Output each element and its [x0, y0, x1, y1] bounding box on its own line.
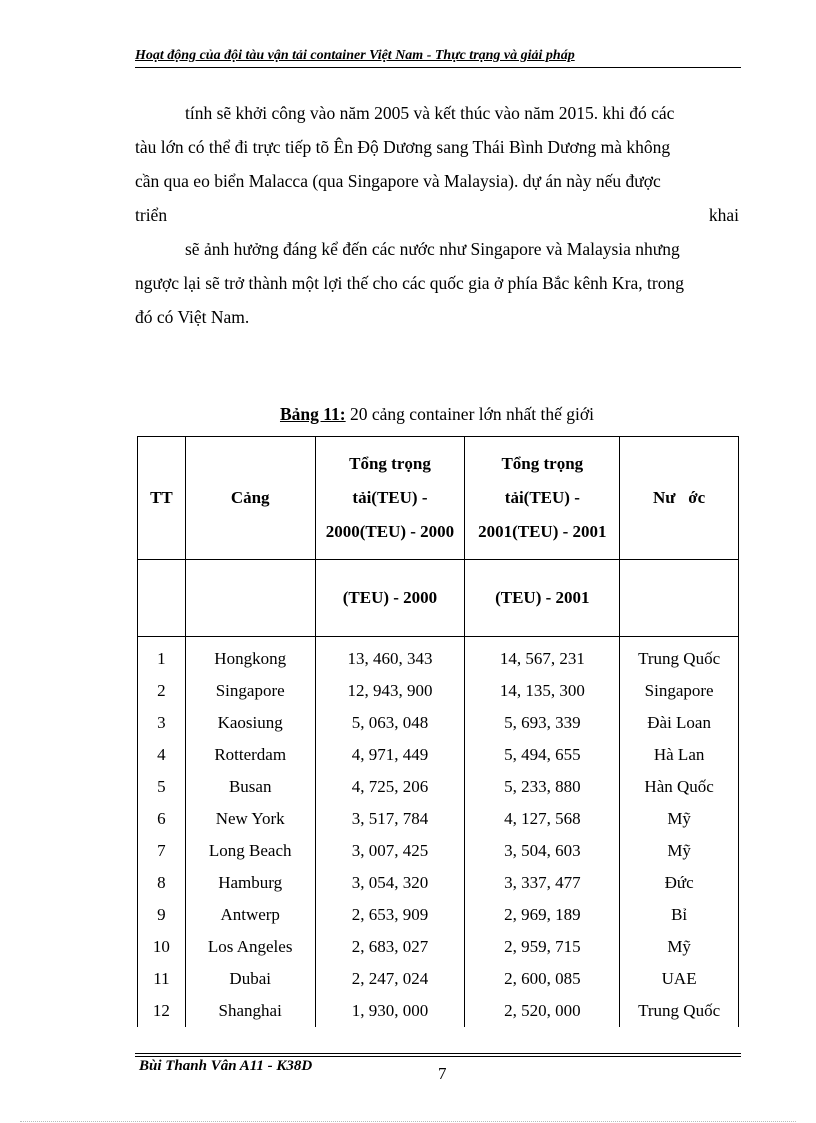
- cell-port: Hamburg: [185, 867, 315, 899]
- cell-y2001: 2, 959, 715: [465, 931, 620, 963]
- para1-line: tính sẽ khởi công vào năm 2005 và kết thúc vào năm 2015. khi đó các: [185, 103, 675, 123]
- table-row: [138, 963, 739, 995]
- header-2001: [465, 437, 620, 560]
- footer-author: Bùi Thanh Vân A11 - K38D: [139, 1058, 313, 1074]
- subheader-empty: [138, 560, 186, 637]
- cell-country: Đức: [620, 867, 739, 899]
- header-2000-line: tải(TEU) -: [352, 488, 428, 507]
- cell-y2001: 14, 135, 300: [465, 675, 620, 707]
- cell-tt: 9: [138, 899, 186, 931]
- table-header-row: [138, 437, 739, 560]
- table-row: [138, 995, 739, 1027]
- header-2001-line: Tổng trọng: [501, 454, 584, 473]
- header-2000: [315, 437, 465, 560]
- running-header: Hoạt động của đội tàu vận tải container Việt Nam - Thực trạng và giải pháp: [135, 48, 575, 63]
- cell-y2000: 2, 653, 909: [315, 899, 465, 931]
- footer-rule: [135, 1056, 741, 1057]
- cell-tt: 6: [138, 803, 186, 835]
- cell-y2001: 3, 337, 477: [465, 867, 620, 899]
- header-2001-line: tải(TEU) -: [504, 488, 580, 507]
- cell-tt: 12: [138, 995, 186, 1027]
- header-rule: [135, 67, 741, 68]
- table-row: [138, 867, 739, 899]
- cell-country: Bỉ: [620, 899, 739, 931]
- cell-country: Mỹ: [620, 835, 739, 867]
- cell-port: Long Beach: [185, 835, 315, 867]
- cell-tt: 2: [138, 675, 186, 707]
- table-row: [138, 835, 739, 867]
- cell-y2000: 4, 725, 206: [315, 771, 465, 803]
- cell-y2000: 2, 247, 024: [315, 963, 465, 995]
- table-row: [138, 803, 739, 835]
- header-2000-line: 2000(TEU) - 2000: [325, 522, 455, 541]
- table-row: [138, 707, 739, 739]
- cell-tt: 8: [138, 867, 186, 899]
- cell-tt: 1: [138, 637, 186, 676]
- cell-y2000: 12, 943, 900: [315, 675, 465, 707]
- cell-y2001: 2, 600, 085: [465, 963, 620, 995]
- cell-y2000: 5, 063, 048: [315, 707, 465, 739]
- cell-y2001: 3, 504, 603: [465, 835, 620, 867]
- cell-port: Singapore: [185, 675, 315, 707]
- cell-port: Dubai: [185, 963, 315, 995]
- header-2000-line: Tổng trọng: [349, 454, 431, 473]
- table-subheader-row: [138, 560, 739, 637]
- para1-last-right: khai: [708, 205, 739, 225]
- cell-tt: 7: [138, 835, 186, 867]
- header-tt: TT: [138, 437, 186, 560]
- table-row: [138, 739, 739, 771]
- header-2001-line: 2001(TEU) - 2001: [478, 522, 607, 541]
- para1-line: cần qua eo biển Malacca (qua Singapore và Malaysia). dự án này nếu được: [135, 171, 661, 191]
- page-number: 7: [438, 1064, 447, 1083]
- para1-last-line: [135, 198, 739, 232]
- cell-country: Mỹ: [620, 803, 739, 835]
- footer-rule: [135, 1053, 741, 1054]
- subheader-empty: [620, 560, 739, 637]
- cell-port: Antwerp: [185, 899, 315, 931]
- cell-y2001: 4, 127, 568: [465, 803, 620, 835]
- cell-y2001: 14, 567, 231: [465, 637, 620, 676]
- cell-country: Hà Lan: [620, 739, 739, 771]
- table-row: [138, 675, 739, 707]
- subheader-empty: [185, 560, 315, 637]
- para1-line: tàu lớn có thể đi trực tiếp tõ Ên Độ Dương sang Thái Bình Dương mà không: [135, 137, 671, 157]
- cell-tt: 4: [138, 739, 186, 771]
- cell-y2001: 5, 693, 339: [465, 707, 620, 739]
- subheader-2001: (TEU) - 2001: [465, 560, 620, 637]
- header-port: Cảng: [185, 437, 315, 560]
- table-caption-text: 20 cảng container lớn nhất thế giới: [345, 404, 595, 424]
- cell-y2000: 3, 517, 784: [315, 803, 465, 835]
- cell-y2000: 3, 054, 320: [315, 867, 465, 899]
- paragraph-2: [135, 232, 739, 334]
- table-row: [138, 771, 739, 803]
- cell-country: Hàn Quốc: [620, 771, 739, 803]
- para2-line: đó có Việt Nam.: [135, 307, 250, 327]
- subheader-2000: (TEU) - 2000: [315, 560, 465, 637]
- cell-y2001: 5, 233, 880: [465, 771, 620, 803]
- table-row: [138, 899, 739, 931]
- cell-tt: 3: [138, 707, 186, 739]
- cell-y2000: 3, 007, 425: [315, 835, 465, 867]
- cell-port: Busan: [185, 771, 315, 803]
- cell-port: Rotterdam: [185, 739, 315, 771]
- para1-last-left: triển: [135, 205, 168, 225]
- table-caption: [135, 404, 739, 425]
- cell-port: Los Angeles: [185, 931, 315, 963]
- paragraph-1: [135, 96, 739, 232]
- cell-country: Singapore: [620, 675, 739, 707]
- para2-line: ngược lại sẽ trở thành một lợi thế cho các quốc gia ở phía Bắc kênh Kra, trong: [135, 273, 684, 293]
- cell-tt: 5: [138, 771, 186, 803]
- cell-country: UAE: [620, 963, 739, 995]
- cell-country: Trung Quốc: [620, 637, 739, 676]
- cell-y2001: 2, 520, 000: [465, 995, 620, 1027]
- cell-y2001: 5, 494, 655: [465, 739, 620, 771]
- cell-y2000: 4, 971, 449: [315, 739, 465, 771]
- cell-y2000: 2, 683, 027: [315, 931, 465, 963]
- cell-country: Trung Quốc: [620, 995, 739, 1027]
- cell-country: Mỹ: [620, 931, 739, 963]
- table-row: [138, 931, 739, 963]
- cell-port: New York: [185, 803, 315, 835]
- cell-y2000: 13, 460, 343: [315, 637, 465, 676]
- cell-port: Hongkong: [185, 637, 315, 676]
- cell-tt: 10: [138, 931, 186, 963]
- cell-port: Shanghai: [185, 995, 315, 1027]
- cell-y2000: 1, 930, 000: [315, 995, 465, 1027]
- cell-country: Đài Loan: [620, 707, 739, 739]
- table-caption-label: Bảng 11:: [279, 404, 346, 424]
- cell-port: Kaosiung: [185, 707, 315, 739]
- header-country: Nư ớc: [620, 437, 739, 560]
- ports-table: [137, 436, 739, 1027]
- para2-line: sẽ ảnh hưởng đáng kể đến các nước như Singapore và Malaysia nhưng: [185, 239, 680, 259]
- table-row: [138, 637, 739, 676]
- cell-tt: 11: [138, 963, 186, 995]
- page-edge: [20, 1121, 796, 1122]
- cell-y2001: 2, 969, 189: [465, 899, 620, 931]
